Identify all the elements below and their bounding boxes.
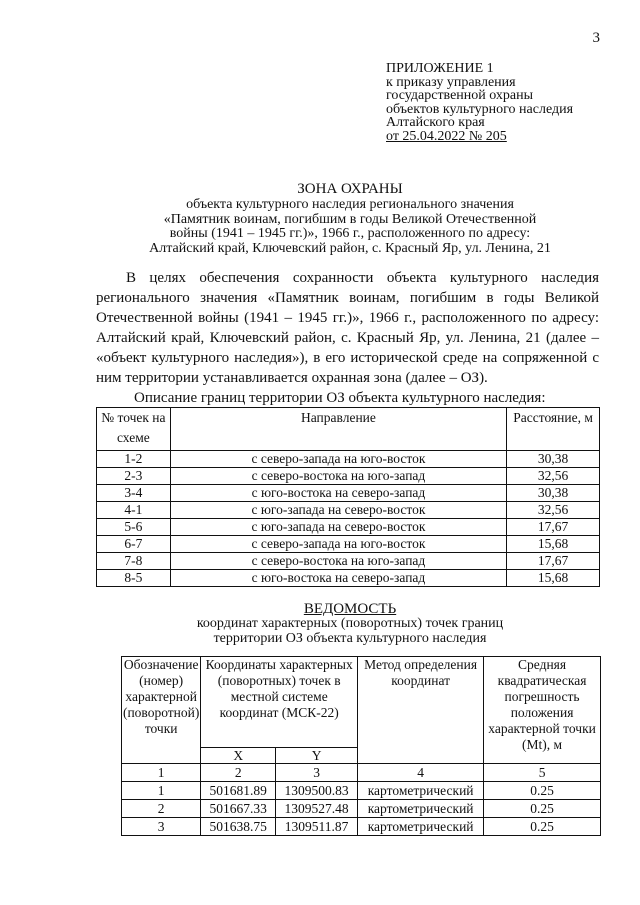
header-distance: Расстояние, м xyxy=(507,408,600,451)
cell-distance: 15,68 xyxy=(507,536,600,553)
page-number: 3 xyxy=(592,30,600,46)
table-row xyxy=(122,782,601,800)
table-row xyxy=(97,485,600,502)
cell-distance: 32,56 xyxy=(507,468,600,485)
table-row xyxy=(97,451,600,468)
header-error: Средняя квадратическая погрешность положения характерной точки (Mt), м xyxy=(484,657,601,764)
cell-distance: 17,67 xyxy=(507,519,600,536)
cell-direction: с северо-запада на юго-восток xyxy=(170,451,506,468)
column-number: 2 xyxy=(201,764,276,782)
cell-points: 8-5 xyxy=(97,570,171,587)
zone-subtitle-line: войны (1941 – 1945 гг.)», 1966 г., расположенного по адресу: xyxy=(169,226,531,241)
intro-text xyxy=(96,268,599,408)
appendix-date-number: от 25.04.2022 № 205 xyxy=(386,128,507,144)
cell-direction: с северо-востока на юго-запад xyxy=(170,468,506,485)
zone-subtitle xyxy=(60,198,640,256)
cell-error: 0.25 xyxy=(484,818,601,836)
cell-distance: 17,67 xyxy=(507,553,600,570)
cell-direction: с юго-запада на северо-восток xyxy=(170,502,506,519)
intro-paragraph: В целях обеспечения сохранности объекта культурного наследия регионального значения «Памятник воинам, погибшим в годы Великой Отечественной войны (1941 – 1945 гг.)», 1966 г., расположенного по адресу: Алтайский край, Ключевский район, с. Красный Яр, ул. Ленина, 21 (далее – «объект культурного наследия»), в его исторической среде на сопряженной с ним территории устанавливается охранная зона (далее – ОЗ). xyxy=(96,270,599,386)
cell-method: картометрический xyxy=(358,818,484,836)
cell-points: 2-3 xyxy=(97,468,171,485)
table-row xyxy=(122,800,601,818)
cell-distance: 15,68 xyxy=(507,570,600,587)
cell-x: 501681.89 xyxy=(201,782,276,800)
cell-distance: 30,38 xyxy=(507,485,600,502)
cell-y: 1309527.48 xyxy=(276,800,358,818)
column-number-row xyxy=(122,764,601,782)
column-number: 3 xyxy=(276,764,358,782)
cell-error: 0.25 xyxy=(484,800,601,818)
cell-direction: с юго-востока на северо-запад xyxy=(170,570,506,587)
zone-title: ЗОНА ОХРАНЫ xyxy=(297,181,403,197)
cell-error: 0.25 xyxy=(484,782,601,800)
cell-points: 4-1 xyxy=(97,502,171,519)
cell-points: 1-2 xyxy=(97,451,171,468)
table-row xyxy=(97,570,600,587)
zone-subtitle-line: Алтайский край, Ключевский район, с. Красный Яр, ул. Ленина, 21 xyxy=(149,240,551,256)
cell-x: 501667.33 xyxy=(201,800,276,818)
header-method: Метод определения координат xyxy=(358,657,484,764)
cell-point: 2 xyxy=(122,800,201,818)
header-points: № точек на схеме xyxy=(97,408,171,451)
cell-x: 501638.75 xyxy=(201,818,276,836)
appendix-line: государственной охраны xyxy=(386,88,534,103)
cell-method: картометрический xyxy=(358,800,484,818)
header-x: X xyxy=(201,748,276,764)
table-row xyxy=(97,519,600,536)
vedomost-subtitle xyxy=(60,617,640,646)
appendix-block xyxy=(386,62,573,143)
header-point-id: Обозначение (номер) характерной (поворотной) точки xyxy=(122,657,201,764)
cell-distance: 32,56 xyxy=(507,502,600,519)
zone-subtitle-line: «Памятник воинам, погибшим в годы Великой Отечественной xyxy=(163,211,537,227)
table-row xyxy=(122,818,601,836)
column-number: 1 xyxy=(122,764,201,782)
boundary-table xyxy=(96,407,600,587)
column-number: 4 xyxy=(358,764,484,782)
table-row xyxy=(97,536,600,553)
cell-point: 1 xyxy=(122,782,201,800)
table-row xyxy=(97,553,600,570)
cell-points: 5-6 xyxy=(97,519,171,536)
table-row xyxy=(97,468,600,485)
header-y: Y xyxy=(276,748,358,764)
coordinates-table xyxy=(121,656,601,836)
header-coordinates: Координаты характерных (поворотных) точек в местной системе координат (МСК-22) xyxy=(201,657,358,748)
boundary-description-label: Описание границ территории ОЗ объекта культурного наследия: xyxy=(134,390,546,406)
cell-direction: с северо-запада на юго-восток xyxy=(170,536,506,553)
cell-direction: с северо-востока на юго-запад xyxy=(170,553,506,570)
cell-distance: 30,38 xyxy=(507,451,600,468)
appendix-line: к приказу управления xyxy=(386,74,516,90)
cell-points: 6-7 xyxy=(97,536,171,553)
cell-y: 1309511.87 xyxy=(276,818,358,836)
cell-point: 3 xyxy=(122,818,201,836)
cell-direction: с юго-востока на северо-запад xyxy=(170,485,506,502)
appendix-line: Алтайского края xyxy=(386,115,485,130)
header-direction: Направление xyxy=(170,408,506,451)
cell-method: картометрический xyxy=(358,782,484,800)
vedomost-subtitle-line: территории ОЗ объекта культурного наследия xyxy=(213,630,487,646)
zone-subtitle-line: объекта культурного наследия регионального значения xyxy=(186,197,514,212)
cell-direction: с юго-запада на северо-восток xyxy=(170,519,506,536)
table-row xyxy=(97,502,600,519)
cell-points: 3-4 xyxy=(97,485,171,502)
cell-y: 1309500.83 xyxy=(276,782,358,800)
cell-points: 7-8 xyxy=(97,553,171,570)
column-number: 5 xyxy=(484,764,601,782)
vedomost-subtitle-line: координат характерных (поворотных) точек границ xyxy=(196,616,504,631)
vedomost-title: ВЕДОМОСТЬ xyxy=(303,601,397,617)
appendix-title: ПРИЛОЖЕНИЕ 1 xyxy=(386,61,494,76)
appendix-line: объектов культурного наследия xyxy=(386,101,574,117)
